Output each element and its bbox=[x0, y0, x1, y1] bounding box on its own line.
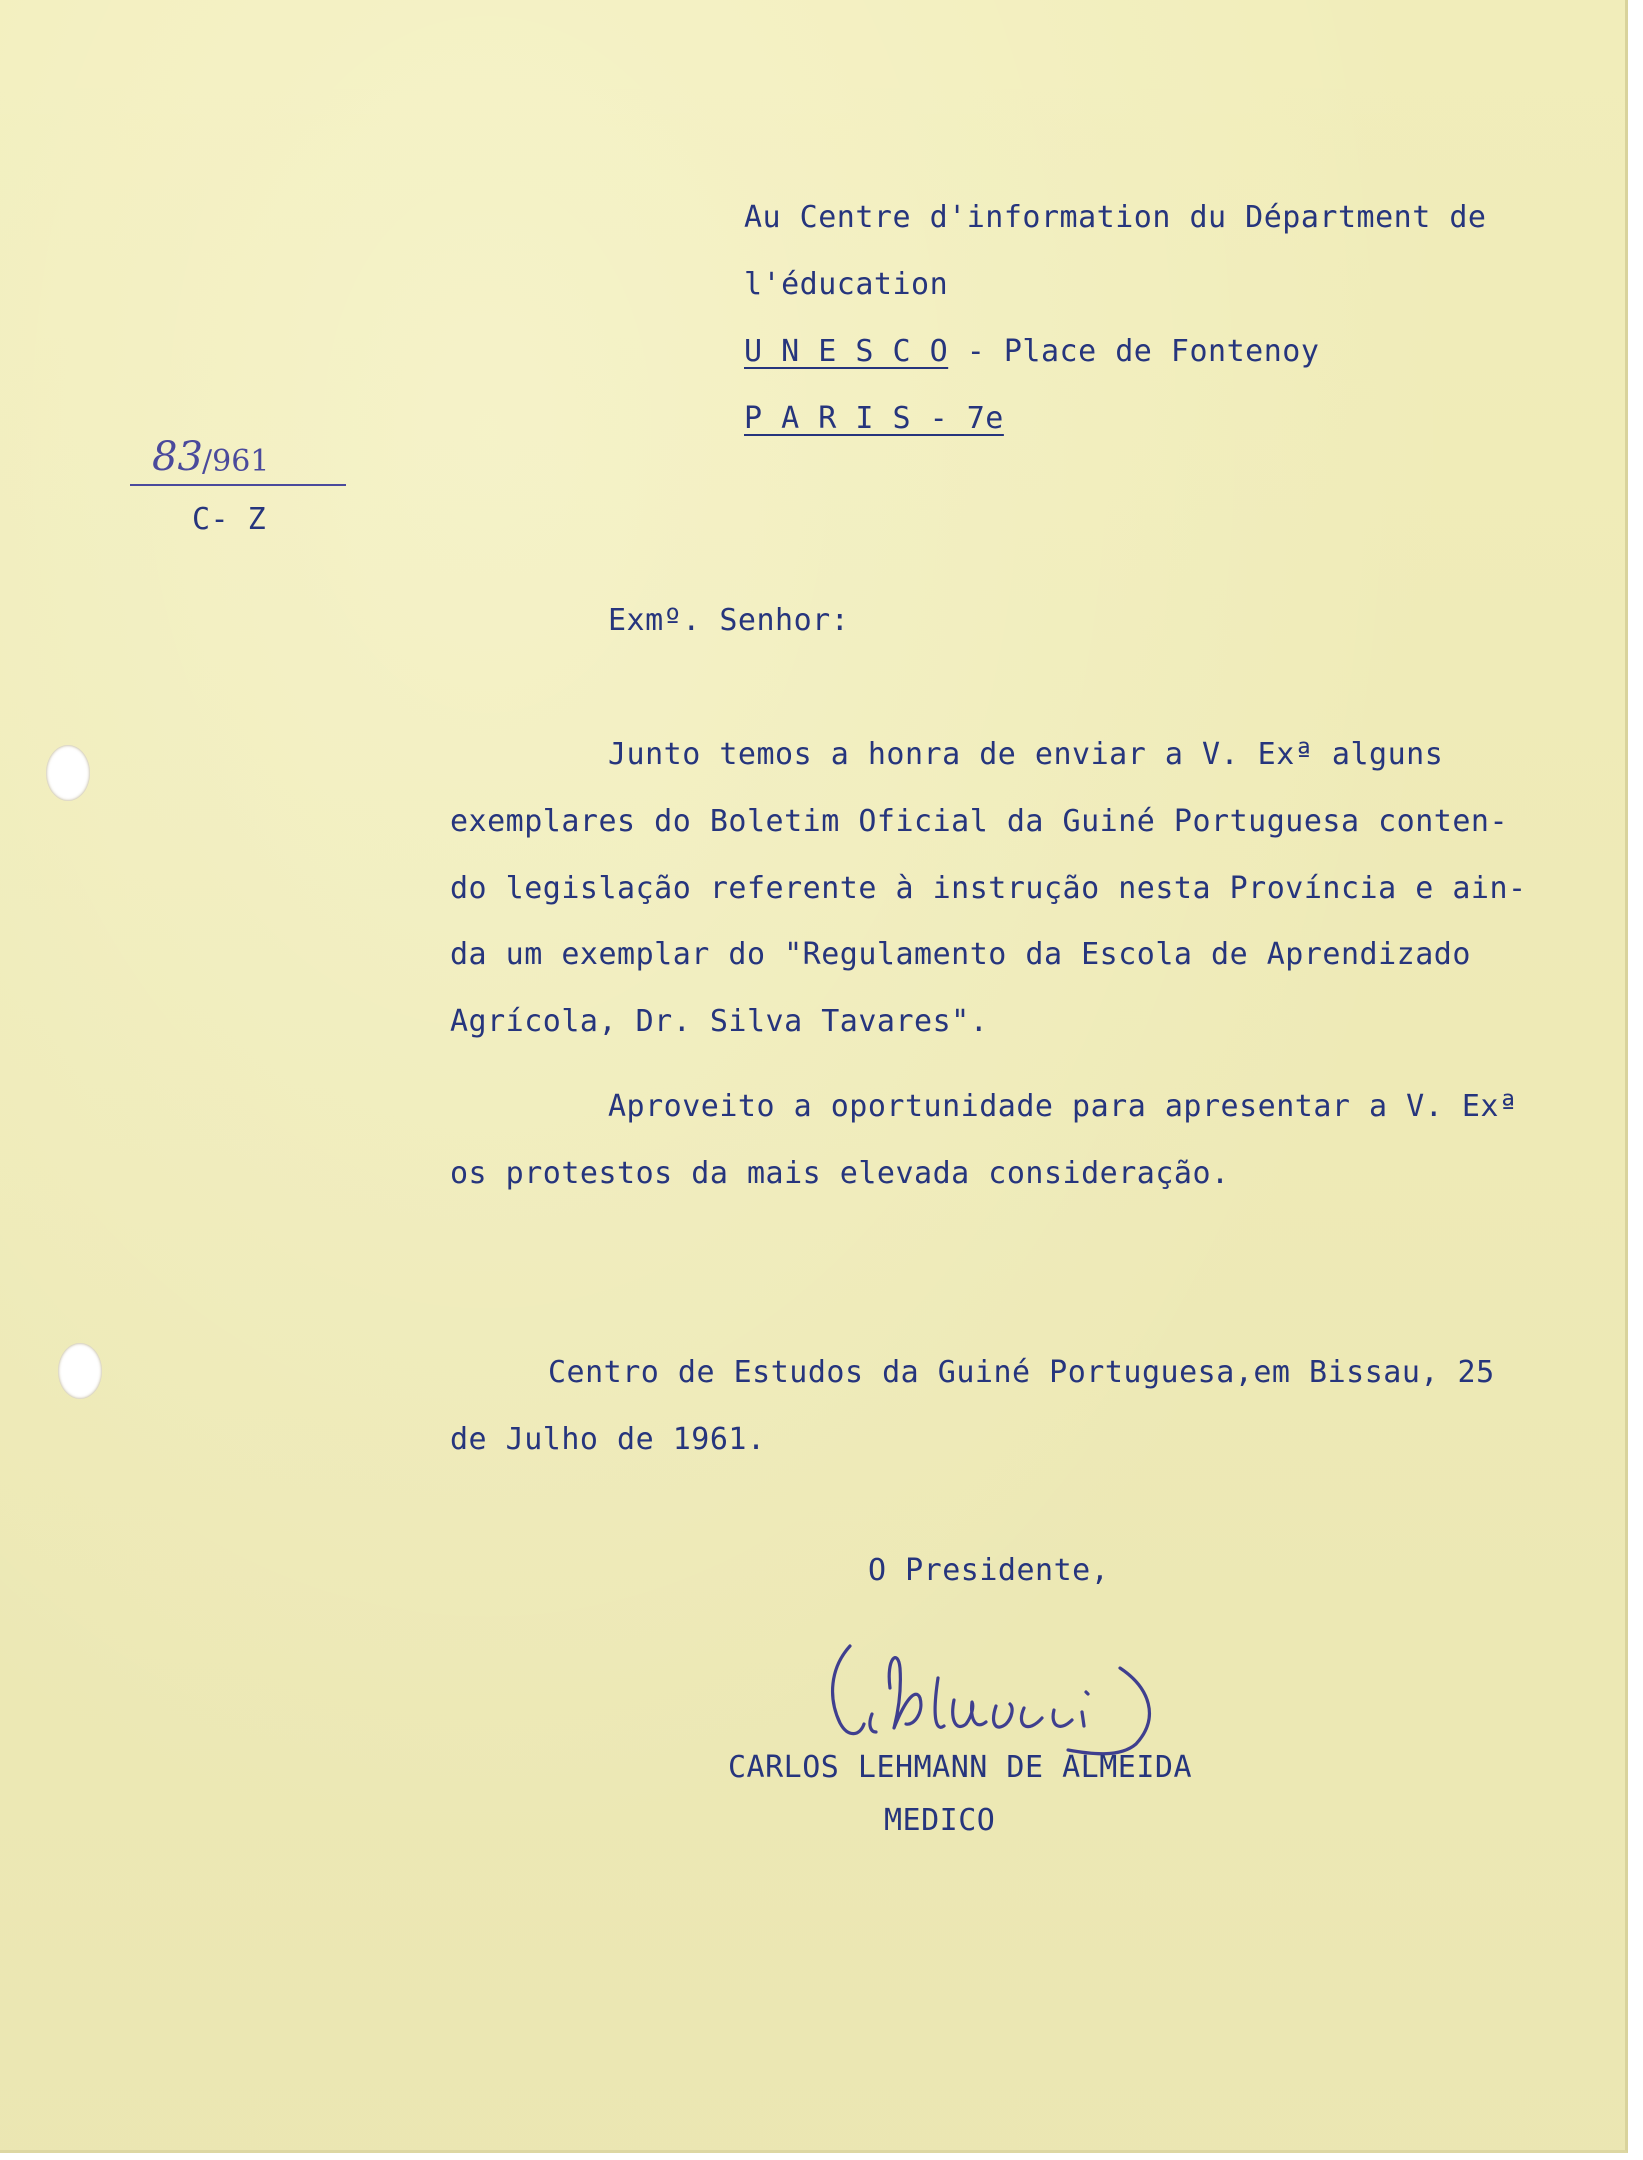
body-line: exemplares do Boletim Oficial da Guiné Portuguesa conten- bbox=[450, 804, 1509, 839]
body-line: os protestos da mais elevada consideração. bbox=[450, 1156, 1230, 1191]
punch-hole-bottom bbox=[58, 1343, 102, 1399]
body-line: Aproveito a oportunidade para apresentar a V. Exª bbox=[608, 1089, 1518, 1124]
address-org: U N E S C O bbox=[744, 334, 949, 369]
address-line-1: Au Centre d'information du Départment de bbox=[744, 200, 1487, 235]
body-line: da um exemplar do "Regulamento da Escola de Aprendizado bbox=[450, 937, 1471, 972]
reference-year: /961 bbox=[202, 444, 270, 479]
body-line: do legislação referente à instrução nesta Província e ain- bbox=[450, 871, 1527, 906]
body-line: Agrícola, Dr. Silva Tavares". bbox=[450, 1004, 989, 1039]
address-line-3 bbox=[744, 334, 1320, 369]
place-date-line: de Julho de 1961. bbox=[450, 1422, 766, 1457]
punch-hole-top bbox=[46, 745, 90, 801]
address-city: P A R I S - 7e bbox=[744, 401, 1004, 436]
address-org-rest: - Place de Fontenoy bbox=[948, 334, 1320, 369]
address-line-2: l'éducation bbox=[744, 267, 949, 302]
reference-number bbox=[130, 434, 346, 486]
reference-code: C- Z bbox=[192, 502, 267, 537]
closing: O Presidente, bbox=[868, 1553, 1110, 1588]
body-line: Junto temos a honra de enviar a V. Exª alguns bbox=[608, 737, 1444, 772]
handwritten-signature bbox=[820, 1628, 1280, 1768]
place-date-line: Centro de Estudos da Guiné Portuguesa,em Bissau, 25 bbox=[548, 1355, 1495, 1390]
signatory-title: MEDICO bbox=[884, 1803, 996, 1838]
reference-handwritten-number: 83 bbox=[152, 434, 203, 480]
signatory-name: CARLOS LEHMANN DE ALMEIDA bbox=[728, 1750, 1193, 1785]
salutation: Exmº. Senhor: bbox=[608, 603, 850, 638]
